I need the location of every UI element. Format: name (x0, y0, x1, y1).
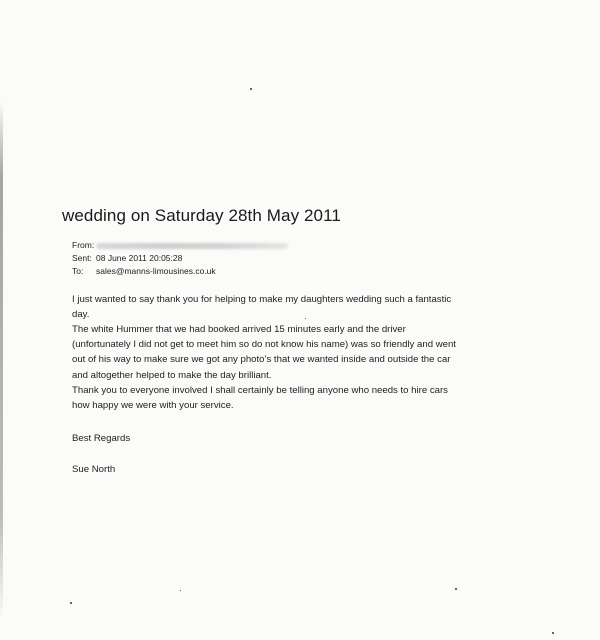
scan-speck (455, 588, 457, 590)
recipient-address: sales@manns-limousines.co.uk (96, 266, 216, 276)
signature-line: Sue North (72, 464, 116, 475)
sent-date: 08 June 2011 20:05:28 (96, 253, 183, 263)
body-line: and altogether helped to make the day brilliant. (72, 370, 272, 381)
scan-edge-shadow (0, 100, 3, 620)
scan-speck (70, 602, 72, 604)
body-line: out of his way to make sure we got any photo’s that we wanted inside and outside the car (72, 354, 451, 365)
sent-label: Sent: (72, 253, 92, 263)
email-from-row (72, 240, 288, 250)
scan-speck (180, 590, 181, 591)
closing-line: Best Regards (72, 433, 131, 444)
email-to-row (72, 266, 216, 276)
scan-speck (552, 632, 554, 634)
body-line: how happy we were with your service. (72, 400, 234, 411)
body-line: day. (72, 309, 90, 320)
scan-speck (305, 318, 306, 319)
redacted-sender (96, 243, 288, 249)
body-line: I just wanted to say thank you for helping to make my daughters wedding such a fantastic (72, 294, 452, 305)
body-line: The white Hummer that we had booked arrived 15 minutes early and the driver (72, 324, 406, 335)
from-label: From: (72, 240, 95, 250)
email-subject: wedding on Saturday 28th May 2011 (62, 206, 341, 225)
scan-speck (250, 88, 252, 90)
to-label: To: (72, 266, 84, 276)
body-line: Thank you to everyone involved I shall certainly be telling anyone who needs to hire cars (72, 385, 448, 396)
body-line: (unfortunately I did not get to meet him so do not know his name) was so friendly and went (72, 339, 456, 350)
email-sent-row (72, 253, 182, 263)
